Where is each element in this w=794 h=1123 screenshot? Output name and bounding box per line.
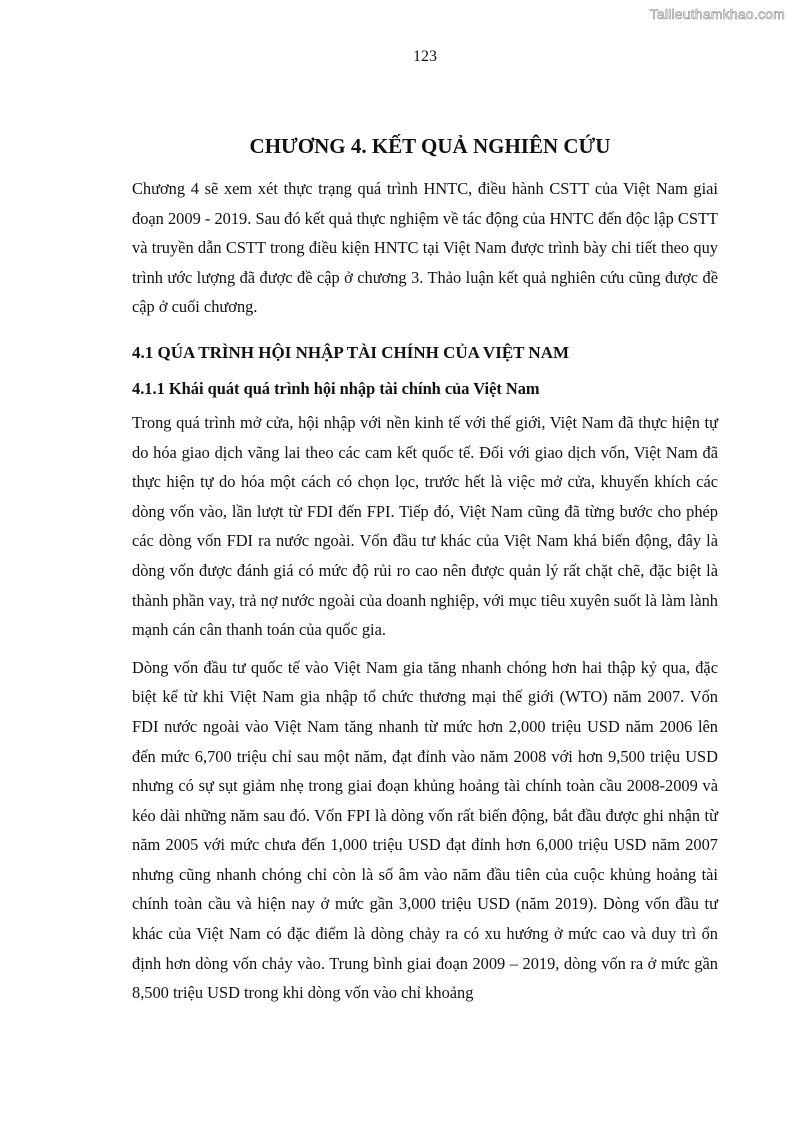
intro-paragraph: Chương 4 sẽ xem xét thực trạng quá trình HNTC, điều hành CSTT của Việt Nam giai đoạn 2009 - 2019. Sau đó kết quả thực nghiệm về tác động của HNTC đến độc lập CSTT và truyền dẫn CSTT trong điều kiện HNTC tại Việt Nam được trình bày chi tiết theo quy trình ước lượng đã được đề cập ở chương 3. Thảo luận kết quả nghiên cứu cũng được đề cập ở cuối chương. bbox=[132, 179, 718, 317]
body-paragraph-1: Trong quá trình mở cửa, hội nhập với nền kinh tế với thế giới, Việt Nam đã thực hiện tự do hóa giao dịch vãng lai theo các cam kết quốc tế. Đối với giao dịch vốn, Việt Nam đã thực hiện tự do hóa một cách có chọn lọc, trước hết là việc mở cửa, khuyến khích các dòng vốn vào, lần lượt từ FDI đến FPI. Tiếp đó, Việt Nam cũng đã từng bước cho phép các dòng vốn FDI ra nước ngoài. Vốn đầu tư khác của Việt Nam khá biến động, đây là dòng vốn được đánh giá có mức độ rủi ro cao nên được quản lý rất chặt chẽ, đặc biệt là thành phần vay, trả nợ nước ngoài của doanh nghiệp, với mục tiêu xuyên suốt là làm lành mạnh cán cân thanh toán của quốc gia. bbox=[132, 412, 718, 640]
watermark: Tailieuthamkhao.com bbox=[649, 6, 785, 22]
document-body bbox=[132, 130, 718, 1008]
section-heading: 4.1 QÚA TRÌNH HỘI NHẬP TÀI CHÍNH CỦA VIỆT NAM bbox=[132, 342, 570, 362]
body-paragraph-2: Dòng vốn đầu tư quốc tế vào Việt Nam gia tăng nhanh chóng hơn hai thập kỷ qua, đặc biệt kể từ khi Việt Nam gia nhập tổ chức thương mại thế giới (WTO) năm 2007. Vốn FDI nước ngoài vào Việt Nam tăng nhanh từ mức hơn 2,000 triệu USD năm 2006 lên đến mức 6,700 triệu chỉ sau một năm, đạt đỉnh vào năm 2008 với hơn 9,500 triệu USD nhưng có sự sụt giảm nhẹ trong giai đoạn khủng hoảng tài chính toàn cầu 2008-2009 và kéo dài những năm sau đó. Vốn FPI là dòng vốn rất biến động, bắt đầu được ghi nhận từ năm 2005 với mức chưa đến 1,000 triệu USD đạt đỉnh hơn 6,000 triệu USD năm 2007 nhưng cũng nhanh chóng chỉ còn là số âm vào năm đầu tiên của cuộc khủng hoảng tài chính toàn cầu và hiện nay ở mức gần 3,000 triệu USD (năm 2019). Dòng vốn đầu tư khác của Việt Nam có đặc điểm là dòng chảy ra có xu hướng ở mức cao và duy trì ổn định hơn dòng vốn chảy vào. Trung bình giai đoạn 2009 – 2019, dòng vốn ra ở mức gần 8,500 triệu USD trong khi dòng vốn vào chỉ khoảng bbox=[132, 657, 718, 1003]
subsection-heading: 4.1.1 Khái quát quá trình hội nhập tài chính của Việt Nam bbox=[132, 378, 540, 398]
page-number: 123 bbox=[413, 48, 437, 65]
chapter-title: CHƯƠNG 4. KẾT QUẢ NGHIÊN CỨU bbox=[249, 134, 611, 158]
